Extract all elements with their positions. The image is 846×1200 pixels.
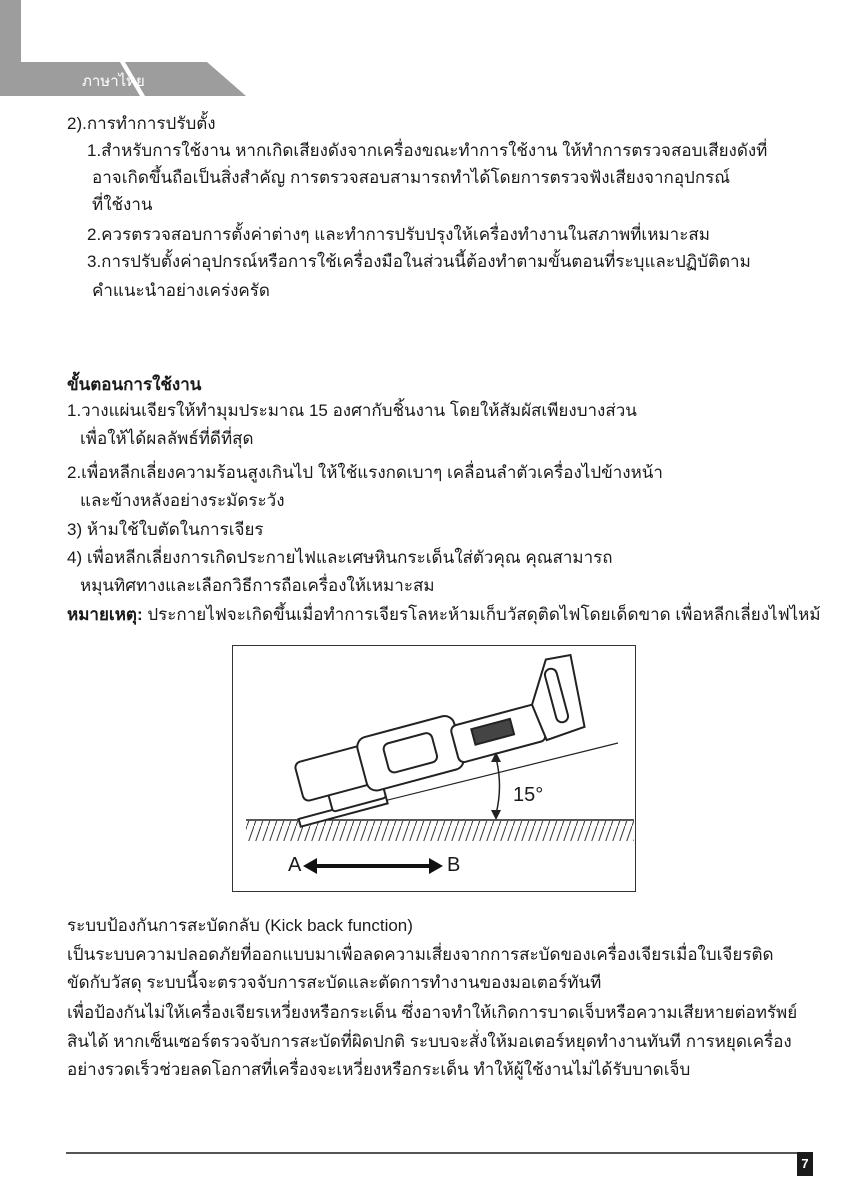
kickback-line: ขัดกับวัสดุ ระบบนี้จะตรวจจับการสะบัดและตัดการทำงานของมอเตอร์ทันที [67, 973, 602, 992]
kickback-title: ระบบป้องกันการสะบัดกลับ (Kick back function) [67, 916, 413, 935]
note [67, 604, 821, 626]
note-text: ประกายไฟจะเกิดขึ้นเมื่อทำการเจียรโลหะห้ามเก็บวัสดุติดไฟโดยเด็ดขาด เพื่อหลีกเลี่ยงไฟไหม้ [142, 605, 821, 624]
adjust-item-1: 1.สำหรับการใช้งาน หากเกิดเสียงดังจากเครื่องขณะทำการใช้งาน ให้ทำการตรวจสอบเสียงดังที่ [87, 141, 768, 160]
direction-a-label: A [288, 854, 302, 876]
kickback-line: สินได้ หากเซ็นเซอร์ตรวจจับการสะบัดที่ผิดปกติ ระบบจะสั่งให้มอเตอร์หยุดทำงานทันที การหยุดเครื่อง [67, 1032, 792, 1051]
grinder-angle-figure [232, 645, 636, 892]
note-label: หมายเหตุ: [67, 605, 143, 624]
language-tab: ภาษาไทย [82, 73, 145, 90]
kickback-line: เป็นระบบความปลอดภัยที่ออกแบบมาเพื่อลดความเสี่ยงจากการสะบัดของเครื่องเจียรเมื่อใบเจียรติด [67, 945, 774, 964]
angle-label: 15° [513, 784, 544, 806]
usage-line: 3) ห้ามใช้ใบตัดในการเจียร [67, 520, 264, 539]
adjust-item-1-cont: อาจเกิดขึ้นถือเป็นสิ่งสำคัญ การตรวจสอบสามารถทำได้โดยการตรวจฟังเสียงจากอุปกรณ์ [92, 168, 731, 187]
adjust-item-3: 3.การปรับตั้งค่าอุปกรณ์หรือการใช้เครื่องมือในส่วนนี้ต้องทำตามขั้นตอนที่ระบุและปฏิบัติตาม [87, 252, 751, 271]
page-number: 7 [797, 1152, 813, 1176]
kickback-line: อย่างรวดเร็วช่วยลดโอกาสที่เครื่องจะเหวี่ยงหรือกระเด็น ทำให้ผู้ใช้งานไม่ได้รับบาดเจ็บ [67, 1060, 691, 1079]
usage-line: เพื่อให้ได้ผลลัพธ์ที่ดีที่สุด [80, 429, 254, 448]
usage-line: 2.เพื่อหลีกเลี่ยงความร้อนสูงเกินไป ให้ใช้แรงกดเบาๆ เคลื่อนลำตัวเครื่องไปข้างหน้า [67, 463, 663, 482]
usage-line: 1.วางแผ่นเจียรให้ทำมุมประมาณ 15 องศากับชิ้นงาน โดยให้สัมผัสเพียงบางส่วน [67, 401, 637, 420]
usage-line: 4) เพื่อหลีกเลี่ยงการเกิดประกายไฟและเศษหินกระเด็นใส่ตัวคุณ คุณสามารถ [67, 548, 613, 567]
adjust-item-2: 2.ควรตรวจสอบการตั้งค่าต่างๆ และทำการปรับปรุงให้เครื่องทำงานในสภาพที่เหมาะสม [87, 225, 710, 244]
adjust-item-1-cont: ที่ใช้งาน [92, 195, 153, 214]
usage-line: หมุนทิศทางและเลือกวิธีการถือเครื่องให้เหมาะสม [80, 576, 435, 595]
footer-divider [66, 1152, 798, 1154]
usage-line: และข้างหลังอย่างระมัดระวัง [80, 491, 285, 510]
kickback-line: เพื่อป้องกันไม่ให้เครื่องเจียรเหวี่ยงหรือกระเด็น ซึ่งอาจทำให้เกิดการบาดเจ็บหรือความเสียหายต่อทรัพย์ [67, 1003, 798, 1022]
section-title: 2).การทำการปรับตั้ง [67, 114, 216, 133]
direction-b-label: B [447, 854, 461, 876]
usage-heading: ขั้นตอนการใช้งาน [67, 375, 202, 394]
adjust-item-3-cont: คำแนะนำอย่างเคร่งครัด [92, 281, 270, 300]
